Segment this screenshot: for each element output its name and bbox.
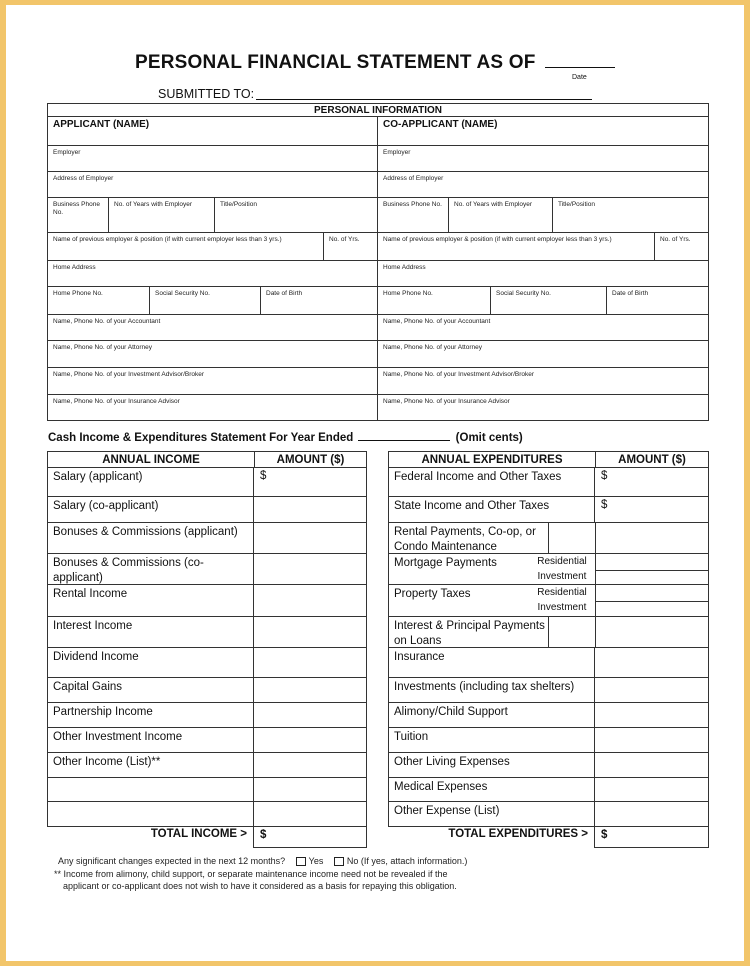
date-label: Date [572, 74, 587, 81]
coapplicant-investment-advisor-label: Name, Phone No. of your Investment Advisor/Broker [383, 371, 535, 378]
applicant-attorney-field[interactable] [48, 341, 377, 368]
total-expenditures-label: TOTAL EXPENDITURES > [448, 828, 588, 840]
expenditure-amount-field[interactable] [595, 468, 708, 496]
expenditure-row [389, 523, 708, 554]
coapplicant-previous-employer-row [378, 233, 708, 261]
annual-income-heading: ANNUAL INCOME [102, 454, 200, 466]
total-expenditures-dollar: $ [601, 829, 608, 841]
expenditure-row [389, 497, 708, 523]
applicant-employer-label: Employer [53, 149, 81, 156]
coapplicant-column [378, 117, 708, 420]
expenditure-label-other-living-expenses: Other Living Expenses [389, 753, 595, 777]
investment-label: Investment [537, 602, 587, 613]
coapplicant-employer-address-field[interactable] [378, 172, 708, 198]
changes-question: Any significant changes expected in the next 12 months? [58, 856, 286, 866]
applicant-insurance-advisor-label: Name, Phone No. of your Insurance Advisor [53, 398, 180, 405]
income-amount-field[interactable] [254, 497, 366, 522]
submitted-to-label: SUBMITTED TO: [158, 87, 255, 101]
coapplicant-insurance-advisor-label: Name, Phone No. of your Insurance Advisor [383, 398, 510, 405]
coapplicant-name-label: CO-APPLICANT (NAME) [383, 119, 498, 130]
applicant-prev-years-label: No. of Yrs. [329, 236, 360, 243]
income-label-partnership-income: Partnership Income [48, 703, 254, 727]
applicant-ssn-field[interactable] [149, 287, 260, 314]
applicant-home-phone-field[interactable] [48, 287, 149, 314]
income-amount-field[interactable] [254, 778, 366, 801]
expenditure-label-investments-including-tax-shelters: Investments (including tax shelters) [389, 678, 595, 702]
total-income-label: TOTAL INCOME > [150, 828, 247, 840]
coapplicant-dob-label: Date of Birth [612, 290, 649, 297]
applicant-attorney-label: Name, Phone No. of your Attorney [53, 344, 152, 351]
coapplicant-home-address-label: Home Address [383, 264, 426, 271]
income-label-capital-gains: Capital Gains [48, 678, 254, 702]
no-checkbox[interactable] [334, 857, 344, 866]
applicant-title-label: Title/Position [220, 201, 257, 208]
investment-label: Investment [537, 571, 587, 582]
coapplicant-employer-field[interactable] [378, 146, 708, 172]
expenditure-label-property-taxes: Property Taxes [394, 588, 471, 600]
yes-label: Yes [308, 856, 324, 866]
expenditure-row [389, 617, 708, 648]
applicant-title-field[interactable] [214, 198, 378, 232]
income-row [48, 617, 366, 648]
expenditure-row [389, 728, 708, 753]
expenditure-amount-field[interactable] [595, 617, 708, 647]
annual-expenditures-header [389, 452, 708, 468]
income-row [48, 753, 366, 778]
coapplicant-business-phone-field[interactable] [378, 198, 448, 232]
income-amount-field[interactable] [254, 554, 366, 584]
applicant-dob-field[interactable] [260, 287, 378, 314]
coapplicant-employment-row [378, 198, 708, 233]
expenditure-label-interest-principal-payments-on-loans: Interest & Principal Payments on Loans [389, 617, 549, 647]
expenditure-row [389, 554, 708, 585]
expenditure-row [389, 778, 708, 802]
applicant-home-phone-label: Home Phone No. [53, 290, 103, 297]
applicant-employer-field[interactable] [48, 146, 377, 172]
income-label-bonuses-commissions-applicant: Bonuses & Commissions (applicant) [48, 523, 254, 553]
income-label-dividend-income: Dividend Income [48, 648, 254, 677]
total-income-dollar: $ [260, 829, 267, 841]
income-amount-field[interactable] [254, 678, 366, 702]
income-row [48, 554, 366, 585]
applicant-name-label: APPLICANT (NAME) [53, 119, 150, 130]
income-row [48, 523, 366, 554]
expenditure-label-federal-income-and-other-taxes: Federal Income and Other Taxes [389, 468, 595, 496]
income-amount-field[interactable] [254, 585, 366, 616]
alimony-note-line1: ** Income from alimony, child support, or separate maintenance income need not be revealed if the [54, 869, 448, 879]
income-row [48, 802, 366, 826]
income-label-bonuses-commissions-co-applicant: Bonuses & Commissions (co-applicant) [48, 554, 254, 584]
expenditure-label-state-income-and-other-taxes: State Income and Other Taxes [389, 497, 595, 522]
applicant-previous-employer-field[interactable] [48, 233, 323, 260]
coapplicant-investment-advisor-field[interactable] [378, 368, 708, 395]
income-amount-field[interactable] [254, 703, 366, 727]
income-row [48, 778, 366, 802]
coapplicant-employer-label: Employer [383, 149, 411, 156]
expenditure-label-other-expense-list: Other Expense (List) [389, 802, 595, 826]
submitted-to-blank[interactable] [256, 99, 592, 100]
income-label-salary-co-applicant: Salary (co-applicant) [48, 497, 254, 522]
applicant-home-address-field[interactable] [48, 261, 377, 287]
income-label-blank-12 [48, 802, 254, 826]
applicant-accountant-label: Name, Phone No. of your Accountant [53, 318, 161, 325]
cash-statement-heading [48, 430, 523, 444]
investment-amount-field[interactable] [595, 570, 708, 585]
residential-label: Residential [537, 587, 587, 598]
omit-cents-note: (Omit cents) [455, 432, 523, 444]
coapplicant-employer-address-label: Address of Employer [383, 175, 444, 182]
expenditure-row [389, 802, 708, 826]
coapplicant-contact-row [378, 287, 708, 315]
income-amount-field[interactable] [254, 802, 366, 826]
coapplicant-years-employer-label: No. of Years with Employer [454, 201, 533, 208]
expenditure-label-tuition: Tuition [389, 728, 595, 752]
applicant-years-employer-label: No. of Years with Employer [114, 201, 193, 208]
coapplicant-insurance-advisor-field[interactable] [378, 395, 708, 420]
yes-checkbox[interactable] [296, 857, 306, 866]
cash-statement-heading-text: Cash Income & Expenditures Statement For Year Ended [48, 432, 354, 444]
income-row [48, 585, 366, 617]
applicant-column [48, 117, 378, 420]
expenditure-amount-field[interactable] [595, 523, 708, 553]
income-amount-field[interactable] [254, 617, 366, 647]
applicant-ssn-label: Social Security No. [155, 290, 210, 297]
income-label-rental-income: Rental Income [48, 585, 254, 616]
coapplicant-years-employer-field[interactable] [448, 198, 552, 232]
income-row [48, 678, 366, 703]
form-title-text: PERSONAL FINANCIAL STATEMENT AS OF [134, 52, 536, 73]
income-amount-field[interactable] [254, 753, 366, 777]
coapplicant-previous-employer-label: Name of previous employer & position (if with current employer less than 3 yrs.) [383, 236, 612, 243]
expenditure-row [389, 585, 708, 617]
applicant-prev-years-field[interactable] [323, 233, 378, 260]
income-label-salary-applicant: Salary (applicant) [48, 468, 254, 496]
total-expenditures-field[interactable] [594, 826, 709, 848]
residential-amount-field[interactable] [595, 554, 708, 570]
applicant-business-phone-label: Business Phone No. [53, 201, 100, 216]
coapplicant-title-field[interactable] [552, 198, 708, 232]
year-ended-blank[interactable] [358, 430, 450, 441]
annual-income-header [48, 452, 366, 468]
income-amount-field[interactable] [254, 728, 366, 752]
expenditure-label-insurance: Insurance [389, 648, 595, 677]
expenditure-label-alimony-child-support: Alimony/Child Support [389, 703, 595, 727]
applicant-business-phone-field[interactable] [48, 198, 108, 232]
form-page [6, 5, 744, 961]
coapplicant-ssn-field[interactable] [490, 287, 606, 314]
expenditure-amount-field[interactable] [595, 778, 708, 801]
applicant-investment-advisor-label: Name, Phone No. of your Investment Advisor/Broker [53, 371, 205, 378]
income-label-interest-income: Interest Income [48, 617, 254, 647]
coapplicant-home-address-field[interactable] [378, 261, 708, 287]
income-row [48, 468, 366, 497]
expenditure-row [389, 468, 708, 497]
applicant-previous-employer-row [48, 233, 377, 261]
income-amount-field[interactable] [254, 468, 366, 496]
coapplicant-attorney-label: Name, Phone No. of your Attorney [383, 344, 482, 351]
annual-expenditures-table [388, 451, 709, 827]
expenditure-label-mortgage-payments: Mortgage Payments [394, 557, 497, 569]
applicant-accountant-field[interactable] [48, 315, 377, 341]
coapplicant-name-field[interactable] [378, 117, 708, 146]
dollar-sign: $ [260, 470, 267, 482]
personal-information-section [47, 103, 709, 421]
annual-income-table [47, 451, 367, 827]
income-label-other-income-list: Other Income (List)** [48, 753, 254, 777]
income-amount-field[interactable] [254, 648, 366, 677]
form-title [6, 52, 744, 74]
applicant-investment-advisor-field[interactable] [48, 368, 377, 395]
dollar-sign: $ [601, 470, 608, 482]
coapplicant-home-phone-field[interactable] [378, 287, 490, 314]
applicant-employer-address-label: Address of Employer [53, 175, 114, 182]
investment-amount-field[interactable] [595, 601, 708, 617]
applicant-contact-row [48, 287, 377, 315]
coapplicant-accountant-field[interactable] [378, 315, 708, 341]
coapplicant-attorney-field[interactable] [378, 341, 708, 368]
income-row [48, 703, 366, 728]
coapplicant-dob-field[interactable] [606, 287, 708, 314]
coapplicant-business-phone-label: Business Phone No. [383, 201, 442, 208]
coapplicant-title-label: Title/Position [558, 201, 595, 208]
income-row [48, 728, 366, 753]
expenditure-label-medical-expenses: Medical Expenses [389, 778, 595, 801]
expenditure-amount-field[interactable] [595, 703, 708, 727]
coapplicant-accountant-label: Name, Phone No. of your Accountant [383, 318, 491, 325]
no-label: No (If yes, attach information.) [346, 856, 468, 866]
coapplicant-home-phone-label: Home Phone No. [383, 290, 433, 297]
expenditure-amount-heading: AMOUNT ($) [595, 452, 708, 467]
income-row [48, 497, 366, 523]
income-row [48, 648, 366, 678]
applicant-insurance-advisor-field[interactable] [48, 395, 377, 420]
alimony-note-line2: applicant or co-applicant does not wish to have it considered as a basis for repaying this obligation. [63, 881, 457, 891]
expenditure-row [389, 678, 708, 703]
changes-question-line [58, 856, 467, 866]
coapplicant-prev-years-label: No. of Yrs. [660, 236, 691, 243]
coapplicant-ssn-label: Social Security No. [496, 290, 551, 297]
expenditure-amount-field[interactable] [595, 497, 708, 522]
income-amount-heading: AMOUNT ($) [254, 452, 366, 467]
expenditure-amount-field[interactable] [595, 648, 708, 677]
residential-amount-field[interactable] [595, 585, 708, 601]
as-of-date-blank[interactable] [545, 52, 615, 68]
expenditure-amount-field[interactable] [595, 753, 708, 777]
income-label-other-investment-income: Other Investment Income [48, 728, 254, 752]
applicant-previous-employer-label: Name of previous employer & position (if with current employer less than 3 yrs.) [53, 236, 282, 243]
dollar-sign: $ [601, 499, 608, 511]
income-amount-field[interactable] [254, 523, 366, 553]
personal-information-heading: PERSONAL INFORMATION [48, 104, 708, 117]
applicant-home-address-label: Home Address [53, 264, 96, 271]
applicant-employer-address-field[interactable] [48, 172, 377, 198]
residential-label: Residential [537, 556, 587, 567]
expenditure-label-rental-payments-co-op-or-condo-maintenance: Rental Payments, Co-op, or Condo Maintenance [389, 523, 549, 553]
applicant-employment-row [48, 198, 377, 233]
expenditure-amount-field[interactable] [595, 802, 708, 826]
total-income-field[interactable] [253, 826, 367, 848]
coapplicant-previous-employer-field[interactable] [378, 233, 654, 260]
applicant-years-employer-field[interactable] [108, 198, 214, 232]
expenditure-row [389, 648, 708, 678]
expenditure-row [389, 753, 708, 778]
expenditure-amount-field[interactable] [595, 728, 708, 752]
annual-expenditures-heading: ANNUAL EXPENDITURES [421, 454, 563, 466]
expenditure-row [389, 703, 708, 728]
coapplicant-prev-years-field[interactable] [654, 233, 708, 260]
applicant-name-field[interactable] [48, 117, 377, 146]
income-label-blank-11 [48, 778, 254, 801]
expenditure-amount-field[interactable] [595, 678, 708, 702]
applicant-dob-label: Date of Birth [266, 290, 303, 297]
